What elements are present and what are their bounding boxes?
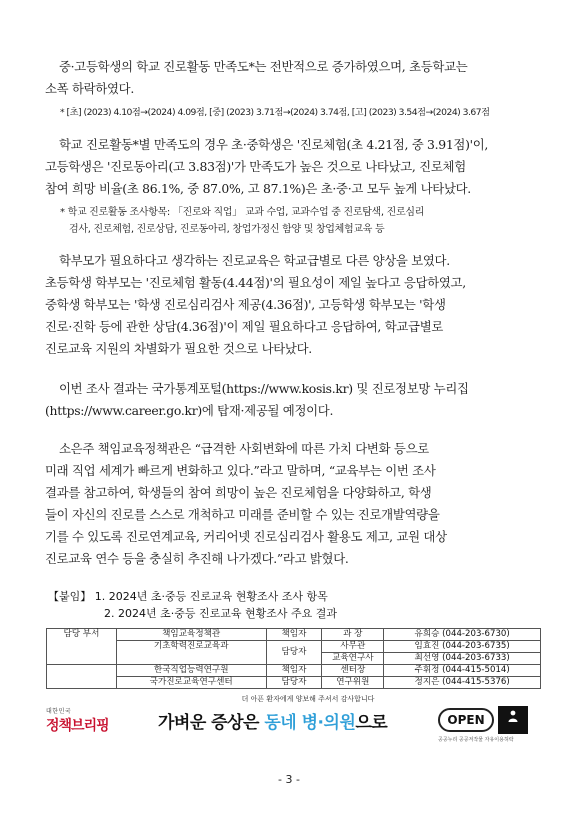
brand-small-text: 대한민국 <box>46 708 72 715</box>
ad-headline-part: 가벼운 증상은 <box>158 713 265 733</box>
paragraph-line: 소폭 하락하였다. <box>45 81 134 96</box>
attribution-icon <box>498 706 528 734</box>
role-cell: 책임자 <box>266 665 322 677</box>
policy-briefing-logo[interactable] <box>46 706 126 750</box>
paragraph-line: 결과를 참고하여, 학생들의 참여 희망이 높은 진로체험을 다양화하고, 학생 <box>45 485 432 500</box>
paragraph-satisfaction <box>45 56 545 100</box>
contact-table <box>46 628 541 689</box>
paragraph-activity-satisfaction <box>45 134 545 200</box>
attachment-item: 2. 2024년 초·중등 진로교육 현황조사 주요 결과 <box>104 607 337 620</box>
paragraph-parents-needs <box>45 250 545 360</box>
paragraph-line: 학교 진로활동*별 만족도의 경우 초·중학생은 '진로체험(초 4.21점, 중 3.91점)'이, <box>59 137 489 152</box>
footnote-line: 검사, 진로체험, 진로상담, 진로동아리, 창업가정신 함양 및 창업체험교육 등 <box>69 224 385 235</box>
org-cell: 한국직업능력연구원 <box>116 665 266 677</box>
footnote-satisfaction-scores <box>60 104 540 121</box>
attachment-item: 【붙임】 1. 2024년 초·중등 진로교육 현황조사 조사 항목 <box>48 590 328 603</box>
person-icon <box>506 709 520 723</box>
paragraph-official-quote <box>45 438 545 570</box>
attachments-list <box>48 588 528 622</box>
org-cell: 기초학력진로교육과 <box>116 641 266 665</box>
title-cell: 사무관 <box>322 641 384 653</box>
campaign-ad[interactable] <box>158 694 458 744</box>
paragraph-line: 중학생 학부모는 '학생 진로심리검사 제공(4.36점)', 고등학생 학부모는 '학생 <box>45 297 446 312</box>
paragraph-line: 참여 희망 비율(초 86.1%, 중 87.0%, 고 87.1%)은 초·중·고 모두 높게 나타났다. <box>45 181 471 196</box>
paragraph-line: 진로·진학 등에 관한 상담(4.36점)'이 제일 필요하다고 응답하여, 학교급별로 <box>45 319 444 334</box>
footnote-line: * [초] (2023) 4.10점→(2024) 4.09점, [중] (2023) 3.71점→(2024) 3.74점, [고] (2023) 3.54점→(2024) 3.67점 <box>60 107 490 118</box>
ad-tagline: 더 아픈 환자에게 양보해 주셔서 감사합니다 <box>241 695 375 703</box>
paragraph-line: 소은주 책임교육정책관은 “급격한 사회변화에 따른 가치 다변화 등으로 <box>59 441 429 456</box>
page-number: - 3 - <box>278 773 300 786</box>
paragraph-line: 초등학생 학부모는 '진로체험 활동(4.44점)'의 필요성이 제일 높다고 응답하였고, <box>45 275 466 290</box>
person-cell: 유희승 (044-203-6730) <box>384 629 541 641</box>
ad-headline-highlight: 동네 병·의원 <box>264 713 356 733</box>
department-header-empty <box>47 665 117 689</box>
paragraph-line: 미래 직업 세계가 빠르게 변화하고 있다.”라고 말하며, “교육부는 이번 조사 <box>45 463 436 478</box>
paragraph-line: (https://www.career.go.kr)에 탑재·제공될 예정이다. <box>45 403 334 418</box>
open-license-badge: OPEN <box>438 708 494 732</box>
department-header: 담당 부서 <box>47 629 117 665</box>
role-cell: 책임자 <box>266 629 322 641</box>
table-row <box>47 665 541 677</box>
footnote-activity-items <box>60 204 540 238</box>
title-cell: 센터장 <box>322 665 384 677</box>
paragraph-publication <box>45 378 545 422</box>
title-cell: 연구위원 <box>322 677 384 689</box>
org-cell: 국가진로교육연구센터 <box>116 677 266 689</box>
paragraph-line: 학부모가 필요하다고 생각하는 진로교육은 학교급별로 다른 양상을 보였다. <box>59 253 450 268</box>
footer-banner <box>46 692 534 754</box>
person-cell: 정지은 (044-415-5376) <box>384 677 541 689</box>
paragraph-line: 진로교육 연수 등을 충실히 추진해 나가겠다.”라고 밝혔다. <box>45 551 349 566</box>
role-cell: 담당자 <box>266 641 322 665</box>
org-cell: 책임교육정책관 <box>116 629 266 641</box>
brand-title: 정책브리핑 <box>46 718 109 734</box>
ad-headline-part: 으로 <box>355 713 388 733</box>
title-cell: 교육연구사 <box>322 653 384 665</box>
table-row <box>47 641 541 653</box>
ad-headline <box>158 708 458 738</box>
role-cell: 담당자 <box>266 677 322 689</box>
footnote-line: * 학교 진로활동 조사항목: 「진로와 직업」 교과 수업, 교과수업 중 진로탐색, 진로심리 <box>60 207 425 218</box>
paragraph-line: 들이 자신의 진로를 스스로 개척하고 미래를 준비할 수 있는 진로개발역량을 <box>45 507 440 522</box>
paragraph-line: 고등학생은 '진로동아리(고 3.83점)'가 만족도가 높은 것으로 나타났고, 진로체험 <box>45 159 466 174</box>
title-cell: 과 장 <box>322 629 384 641</box>
person-cell: 임효진 (044-203-6735) <box>384 641 541 653</box>
paragraph-line: 이번 조사 결과는 국가통계포털(https://www.kosis.kr) 및 진로정보망 누리집 <box>59 381 469 396</box>
paragraph-line: 진로교육 지원의 차별화가 필요한 것으로 나타났다. <box>45 341 312 356</box>
license-text: 공공누리 공공저작물 자유이용허락 <box>438 737 514 743</box>
table-row <box>47 629 541 641</box>
person-cell: 주휘정 (044-415-5014) <box>384 665 541 677</box>
paragraph-line: 중·고등학생의 학교 진로활동 만족도*는 전반적으로 증가하였으며, 초등학교는 <box>59 59 468 74</box>
paragraph-line: 기를 수 있도록 진로연계교육, 커리어넷 진로심리검사 활용도 제고, 교원 대상 <box>45 529 447 544</box>
person-cell: 최선영 (044-203-6733) <box>384 653 541 665</box>
table-row <box>47 677 541 689</box>
